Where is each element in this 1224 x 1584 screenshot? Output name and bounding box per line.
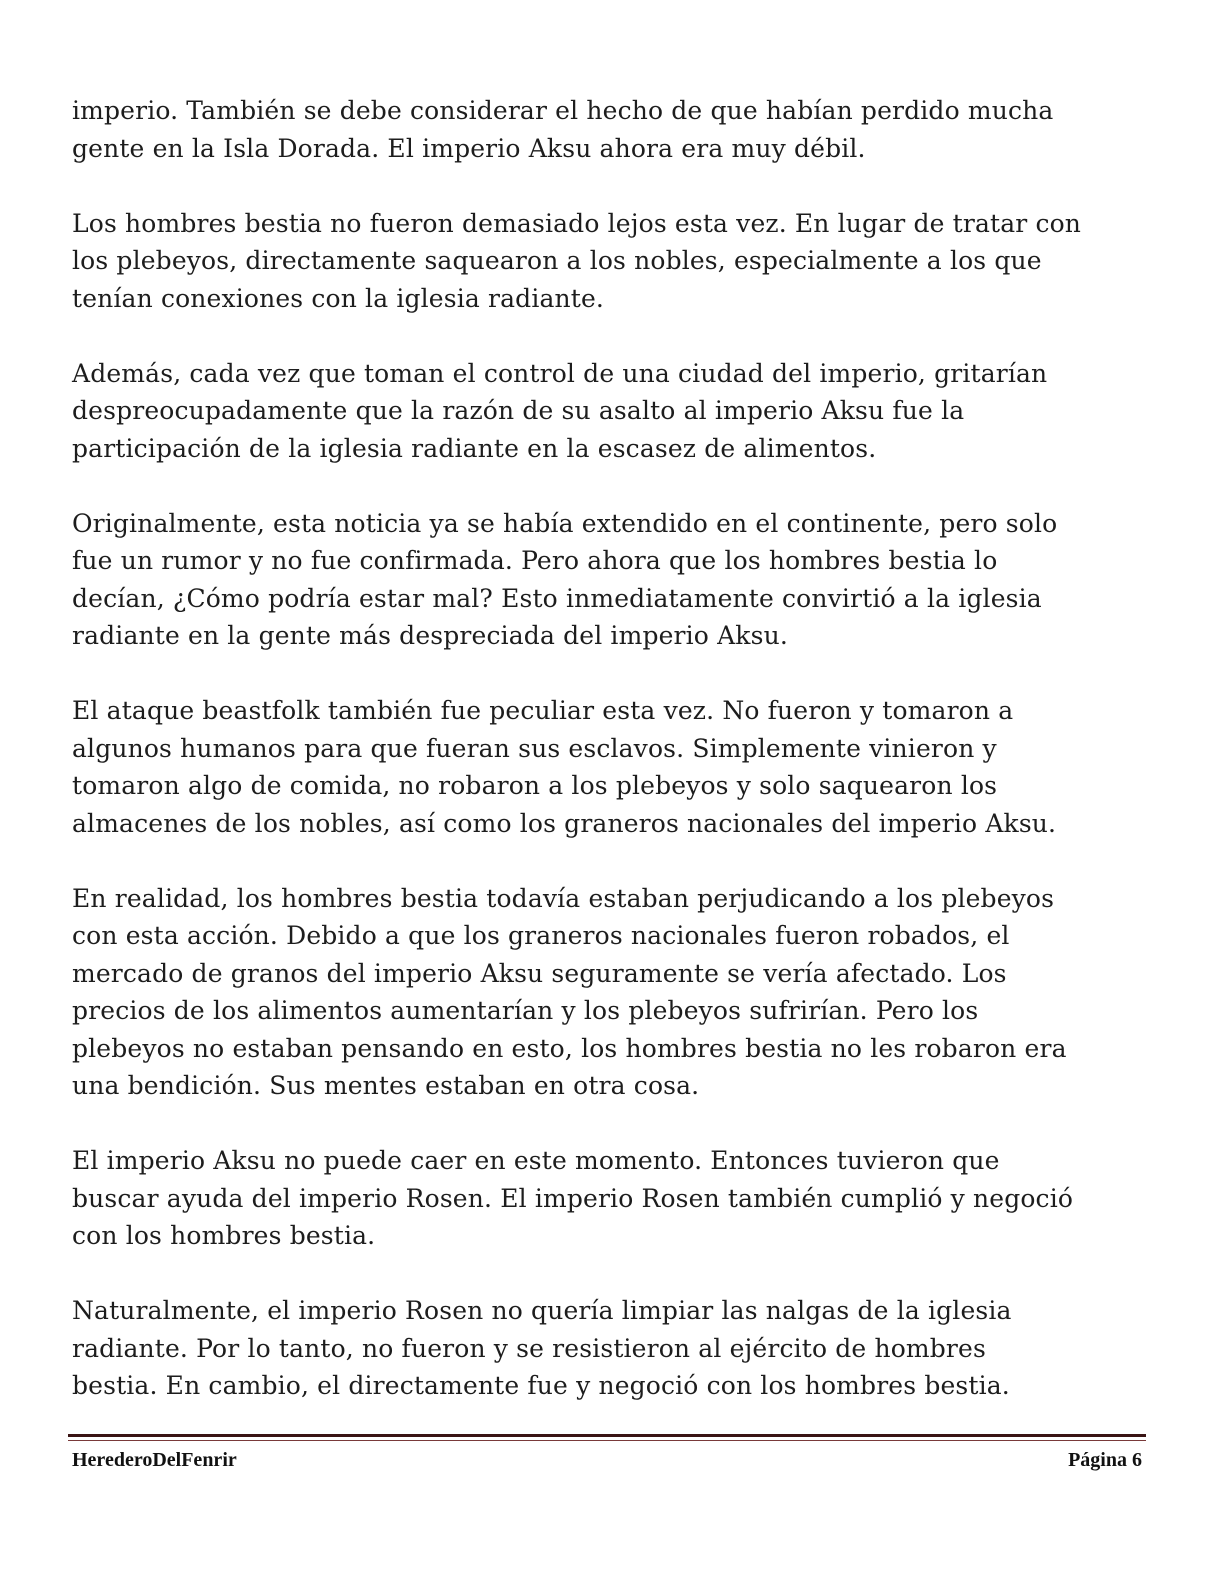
- text-line: fue un rumor y no fue confirmada. Pero ahora que los hombres bestia lo: [72, 546, 998, 575]
- paragraph: [72, 205, 1147, 318]
- text-line: almacenes de los nobles, así como los graneros nacionales del imperio Aksu.: [72, 808, 1057, 838]
- text-line: despreocupadamente que la razón de su asalto al imperio Aksu fue la: [72, 396, 965, 425]
- text-line: Los hombres bestia no fueron demasiado lejos esta vez. En lugar de tratar con: [72, 208, 1082, 238]
- text-line: con los hombres bestia.: [72, 1221, 376, 1250]
- text-line: radiante en la gente más despreciada del imperio Aksu.: [72, 621, 788, 650]
- text-line: Naturalmente, el imperio Rosen no quería limpiar las nalgas de la iglesia: [72, 1296, 1012, 1325]
- body-text: [72, 92, 1147, 1442]
- text-line: decían, ¿Cómo podría estar mal? Esto inmediatamente convirtió a la iglesia: [72, 583, 1042, 613]
- footer-author: HerederoDelFenrir: [72, 1449, 237, 1471]
- footer-page-number: Página 6: [1068, 1449, 1142, 1471]
- text-line: El imperio Aksu no puede caer en este momento. Entonces tuvieron que: [72, 1146, 1000, 1175]
- text-line: plebeyos no estaban pensando en esto, los hombres bestia no les robaron era: [72, 1033, 1067, 1063]
- text-line: mercado de granos del imperio Aksu seguramente se vería afectado. Los: [72, 958, 1007, 988]
- paragraph: [72, 692, 1147, 842]
- text-line: los plebeyos, directamente saquearon a los nobles, especialmente a los que: [72, 246, 1042, 275]
- paragraph: [72, 1142, 1147, 1255]
- footer-divider: [68, 1434, 1146, 1437]
- text-line: gente en la Isla Dorada. El imperio Aksu ahora era muy débil.: [72, 133, 866, 163]
- text-line: En realidad, los hombres bestia todavía estaban perjudicando a los plebeyos: [72, 883, 1055, 913]
- text-line: tomaron algo de comida, no robaron a los plebeyos y solo saquearon los: [72, 771, 998, 800]
- paragraph: [72, 880, 1147, 1105]
- text-line: radiante. Por lo tanto, no fueron y se resistieron al ejército de hombres: [72, 1333, 986, 1363]
- text-line: con esta acción. Debido a que los graneros nacionales fueron robados, el: [72, 921, 1010, 950]
- footer-divider-thin: [68, 1440, 1146, 1441]
- text-line: una bendición. Sus mentes estaban en otra cosa.: [72, 1071, 700, 1100]
- text-line: tenían conexiones con la iglesia radiante.: [72, 283, 605, 313]
- text-line: El ataque beastfolk también fue peculiar esta vez. No fueron y tomaron a: [72, 696, 1014, 725]
- paragraph: [72, 505, 1147, 655]
- text-line: Además, cada vez que toman el control de una ciudad del imperio, gritarían: [72, 358, 1048, 388]
- paragraph: [72, 355, 1147, 468]
- text-line: algunos humanos para que fueran sus esclavos. Simplemente vinieron y: [72, 733, 997, 763]
- text-line: buscar ayuda del imperio Rosen. El imperio Rosen también cumplió y negoció: [72, 1183, 1074, 1213]
- text-line: Originalmente, esta noticia ya se había extendido en el continente, pero solo: [72, 508, 1058, 538]
- text-line: precios de los alimentos aumentarían y los plebeyos sufrirían. Pero los: [72, 996, 979, 1025]
- text-line: bestia. En cambio, el directamente fue y negoció con los hombres bestia.: [72, 1371, 1010, 1400]
- text-line: imperio. También se debe considerar el hecho de que habían perdido mucha: [72, 96, 1054, 125]
- text-line: participación de la iglesia radiante en la escasez de alimentos.: [72, 433, 877, 463]
- paragraph: [72, 92, 1147, 167]
- paragraph: [72, 1292, 1147, 1405]
